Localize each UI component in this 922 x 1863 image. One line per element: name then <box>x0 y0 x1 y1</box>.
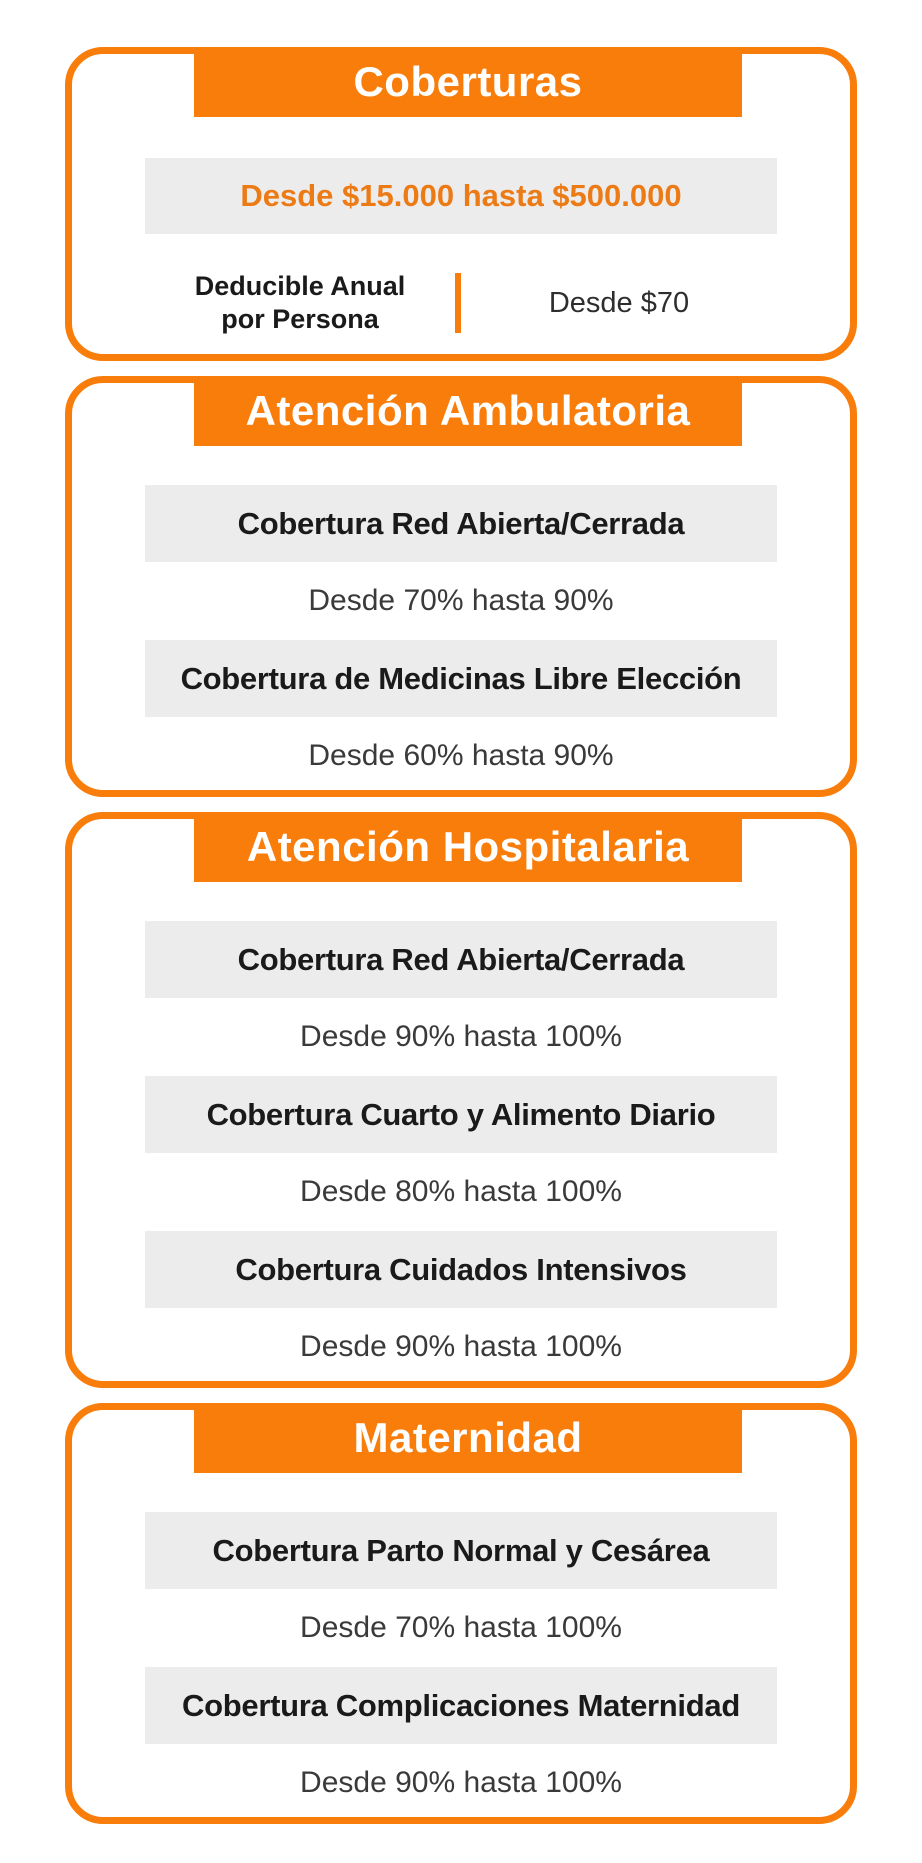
deductible-row <box>72 270 850 336</box>
card-atencion-hospitalaria <box>65 812 857 1388</box>
coverage-label: Cobertura Complicaciones Maternidad <box>182 1687 740 1723</box>
coverage-label: Cobertura Cuidados Intensivos <box>235 1251 687 1287</box>
coverage-label-box <box>145 1076 777 1153</box>
card-hospitalaria-title: Atención Hospitalaria <box>246 823 690 870</box>
coverage-label: Cobertura Red Abierta/Cerrada <box>237 505 685 541</box>
card-maternidad <box>65 1403 857 1824</box>
coverage-label: Cobertura Parto Normal y Cesárea <box>212 1532 710 1568</box>
card-maternidad-header-band <box>194 1403 742 1473</box>
card-ambulatoria-title: Atención Ambulatoria <box>245 387 691 434</box>
coverage-range: Desde 90% hasta 100% <box>300 1766 622 1799</box>
coverage-label: Cobertura Red Abierta/Cerrada <box>237 941 685 977</box>
coverage-label: Cobertura Cuarto y Alimento Diario <box>206 1096 716 1132</box>
coverage-range: Desde 80% hasta 100% <box>300 1175 622 1208</box>
coverage-range: Desde 70% hasta 100% <box>300 1611 622 1644</box>
coverage-range: Desde 90% hasta 100% <box>300 1020 622 1053</box>
coverage-label-box <box>145 921 777 998</box>
amount-range-text: Desde $15.000 hasta $500.000 <box>240 178 682 213</box>
coverage-range: Desde 70% hasta 90% <box>308 584 614 617</box>
deductible-label-line1: Deducible Anual <box>194 271 406 301</box>
card-coberturas-title: Coberturas <box>353 58 583 105</box>
coverage-label-box <box>145 1512 777 1589</box>
card-hospitalaria-header-band <box>194 812 742 882</box>
card-coberturas-header-band <box>194 47 742 117</box>
deductible-label <box>145 270 455 336</box>
coverage-range: Desde 90% hasta 100% <box>300 1330 622 1363</box>
coverage-label-box <box>145 485 777 562</box>
coverage-label: Cobertura de Medicinas Libre Elección <box>180 660 742 696</box>
card-atencion-ambulatoria <box>65 376 857 797</box>
card-maternidad-title: Maternidad <box>353 1414 583 1461</box>
coverage-label-box <box>145 640 777 717</box>
coverage-label-box <box>145 1667 777 1744</box>
amount-range-box <box>145 158 777 234</box>
coverage-range: Desde 60% hasta 90% <box>308 739 614 772</box>
deductible-value: Desde $70 <box>548 286 690 319</box>
card-ambulatoria-header-band <box>194 376 742 446</box>
card-coberturas <box>65 47 857 361</box>
deductible-label-line2: por Persona <box>221 304 379 334</box>
coverage-label-box <box>145 1231 777 1308</box>
